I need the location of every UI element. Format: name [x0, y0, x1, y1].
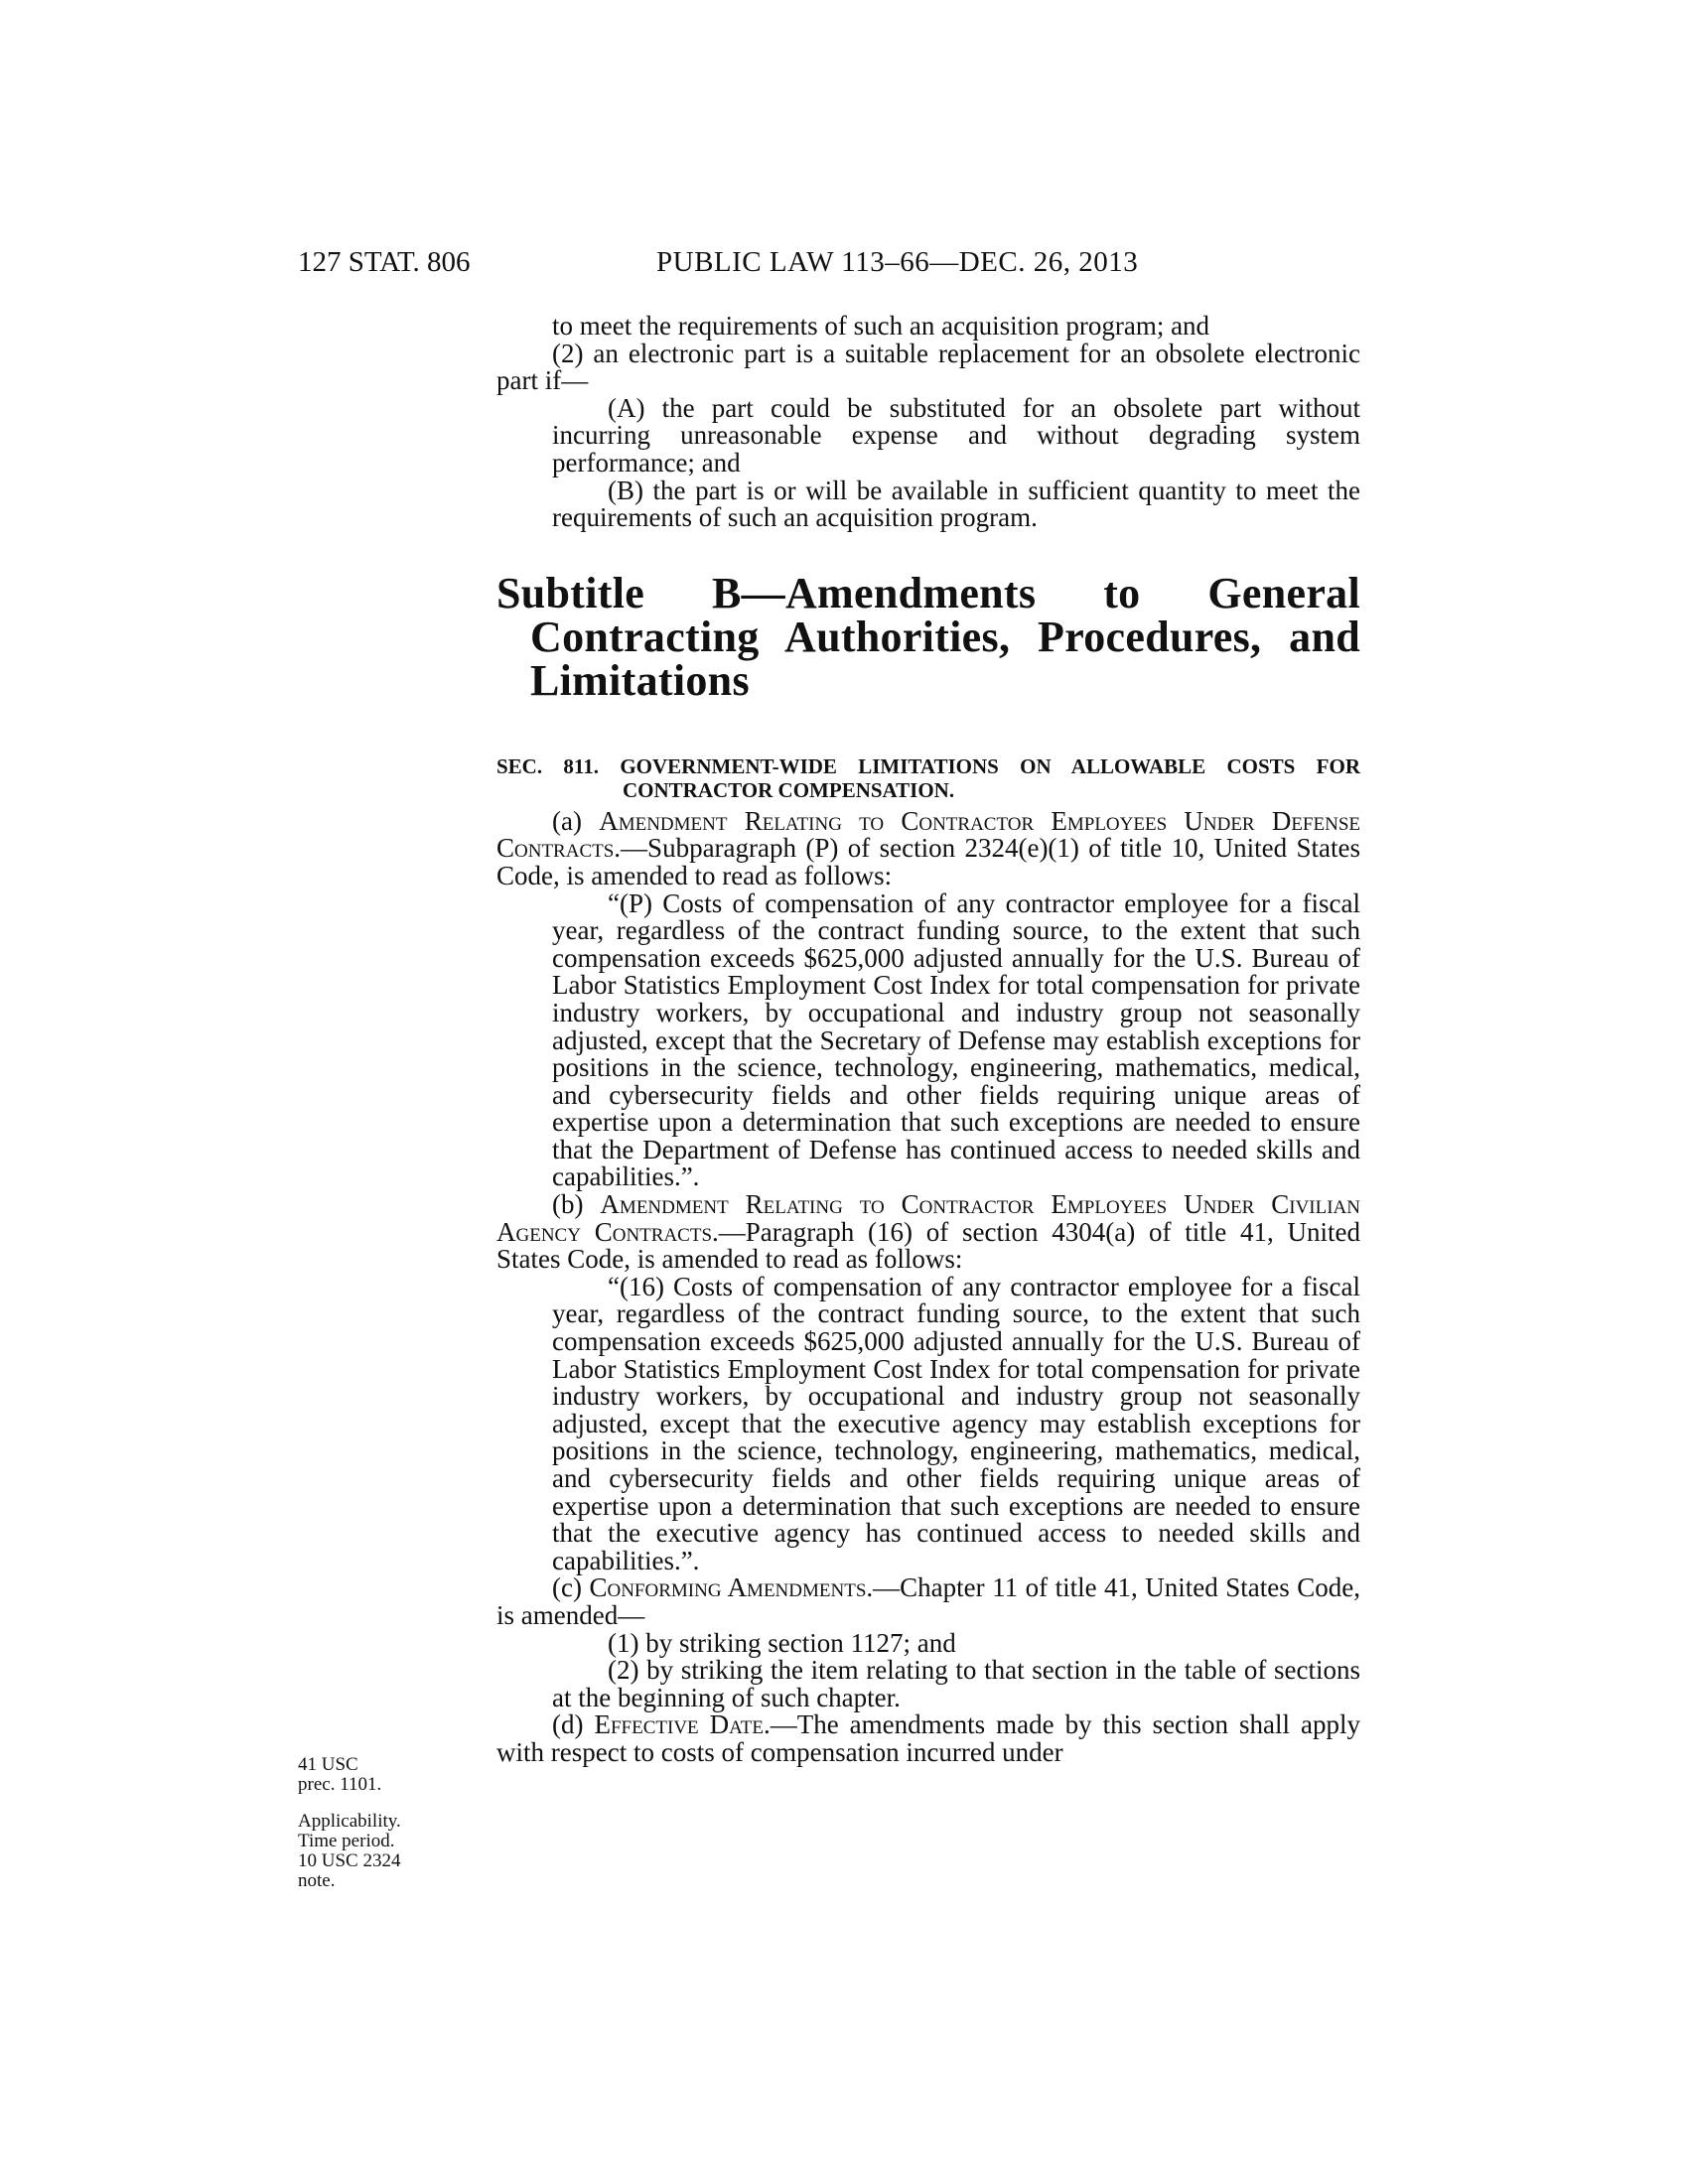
- margin-note-line: Applicability.: [298, 1811, 401, 1832]
- subsection-b-caption: Amendment Relating to Contractor Employees Under Civilian Agency Contracts.: [496, 1189, 1360, 1247]
- subsection-a-label: (a): [552, 805, 582, 836]
- subparagraph-a: (A) the part could be substituted for an obsolete part without incurring unreasonable expense and without degrading system performance; and: [552, 392, 1360, 478]
- subsection-a-caption: Amendment Relating to Contractor Employees Under Defense Contracts.: [496, 805, 1360, 864]
- subsection-c-label: (c): [552, 1572, 582, 1603]
- public-law-title: PUBLIC LAW 113–66—DEC. 26, 2013: [656, 246, 1139, 278]
- subsection-c: [496, 1574, 1360, 1629]
- subtitle-heading: Subtitle B—Amendments to General Contracting Authorities, Procedures, and Limitations: [496, 568, 1360, 705]
- subsection-b: [496, 1191, 1360, 1274]
- margin-note-line: Time period.: [298, 1831, 395, 1851]
- subsection-b-label: (b): [552, 1189, 584, 1220]
- margin-note-applicability: [298, 1812, 437, 1899]
- quoted-text-16: “(16) Costs of compensation of any contractor employee for a fiscal year, regardless of the contract funding source, to the extent that such compensation exceeds $625,000 adjusted annually for the U.S. Bureau of Labor Statistics Employment Cost Index for total compensation for private industry workers, by occupational and industry group not seasonally adjusted, except that the executive agency may establish exceptions for positions in the science, technology, engineering, mathematics, medical, and cybersecurity fields and other fields requiring unique areas of expertise upon a determination that such exceptions are needed to ensure that the executive agency has continued access to needed skills and capabilities.”.: [552, 1271, 1360, 1575]
- margin-note-line: 10 USC 2324: [298, 1850, 401, 1871]
- subsection-c-text: —Chapter 11 of title 41, United States Code, is amended—: [496, 1572, 1361, 1630]
- subsection-a: [496, 805, 1360, 890]
- main-text-column: [496, 313, 1360, 1767]
- subsection-d-text: —The amendments made by this section shall apply with respect to costs of compensation incurred under: [496, 1709, 1360, 1767]
- page-header: [0, 246, 1688, 286]
- subsection-c-item-2: (2) by striking the item relating to that section in the table of sections at the beginning of such chapter.: [552, 1655, 1360, 1712]
- paragraph-2: (2) an electronic part is a suitable replacement for an obsolete electronic part if—: [496, 338, 1360, 396]
- quoted-text-p: “(P) Costs of compensation of any contractor employee for a fiscal year, regardless of the contract funding source, to the extent that such compensation exceeds $625,000 adjusted annually for the U.S. Bureau of Labor Statistics Employment Cost Index for total compensation for private industry workers, by occupational and industry group not seasonally adjusted, except that the Secretary of Defense may establish exceptions for positions in the science, technology, engineering, mathematics, medical, and cybersecurity fields and other fields requiring unique areas of expertise upon a determination that such exceptions are needed to ensure that the Department of Defense has continued access to needed skills and capabilities.”.: [552, 887, 1360, 1192]
- subsection-d: [496, 1711, 1360, 1766]
- margin-note-line: prec. 1101.: [298, 1774, 382, 1795]
- subsection-d-label: (d): [552, 1709, 584, 1740]
- stat-page-reference: 127 STAT. 806: [298, 246, 471, 278]
- section-heading: SEC. 811. GOVERNMENT-WIDE LIMITATIONS ON ALLOWABLE COSTS FOR CONTRACTOR COMPENSATION.: [496, 753, 1360, 802]
- subsection-b-text: —Paragraph (16) of section 4304(a) of title 41, United States Code, is amended to read as follows:: [496, 1216, 1360, 1275]
- continuation-line: to meet the requirements of such an acquisition program; and: [552, 311, 1210, 341]
- margin-note-line: note.: [298, 1870, 336, 1891]
- subsection-c-item-1: (1) by striking section 1127; and: [608, 1627, 956, 1658]
- subparagraph-b: (B) the part is or will be available in sufficient quantity to meet the requirements of such an acquisition program.: [552, 475, 1360, 533]
- subsection-d-caption: Effective Date.: [594, 1709, 771, 1740]
- margin-note-line: 41 USC: [298, 1754, 358, 1775]
- margin-note-41-usc: [298, 1755, 437, 1803]
- subsection-a-text: —Subparagraph (P) of section 2324(e)(1) of title 10, United States Code, is amended to read as follows:: [496, 833, 1360, 890]
- subsection-c-caption: Conforming Amendments.: [589, 1572, 874, 1603]
